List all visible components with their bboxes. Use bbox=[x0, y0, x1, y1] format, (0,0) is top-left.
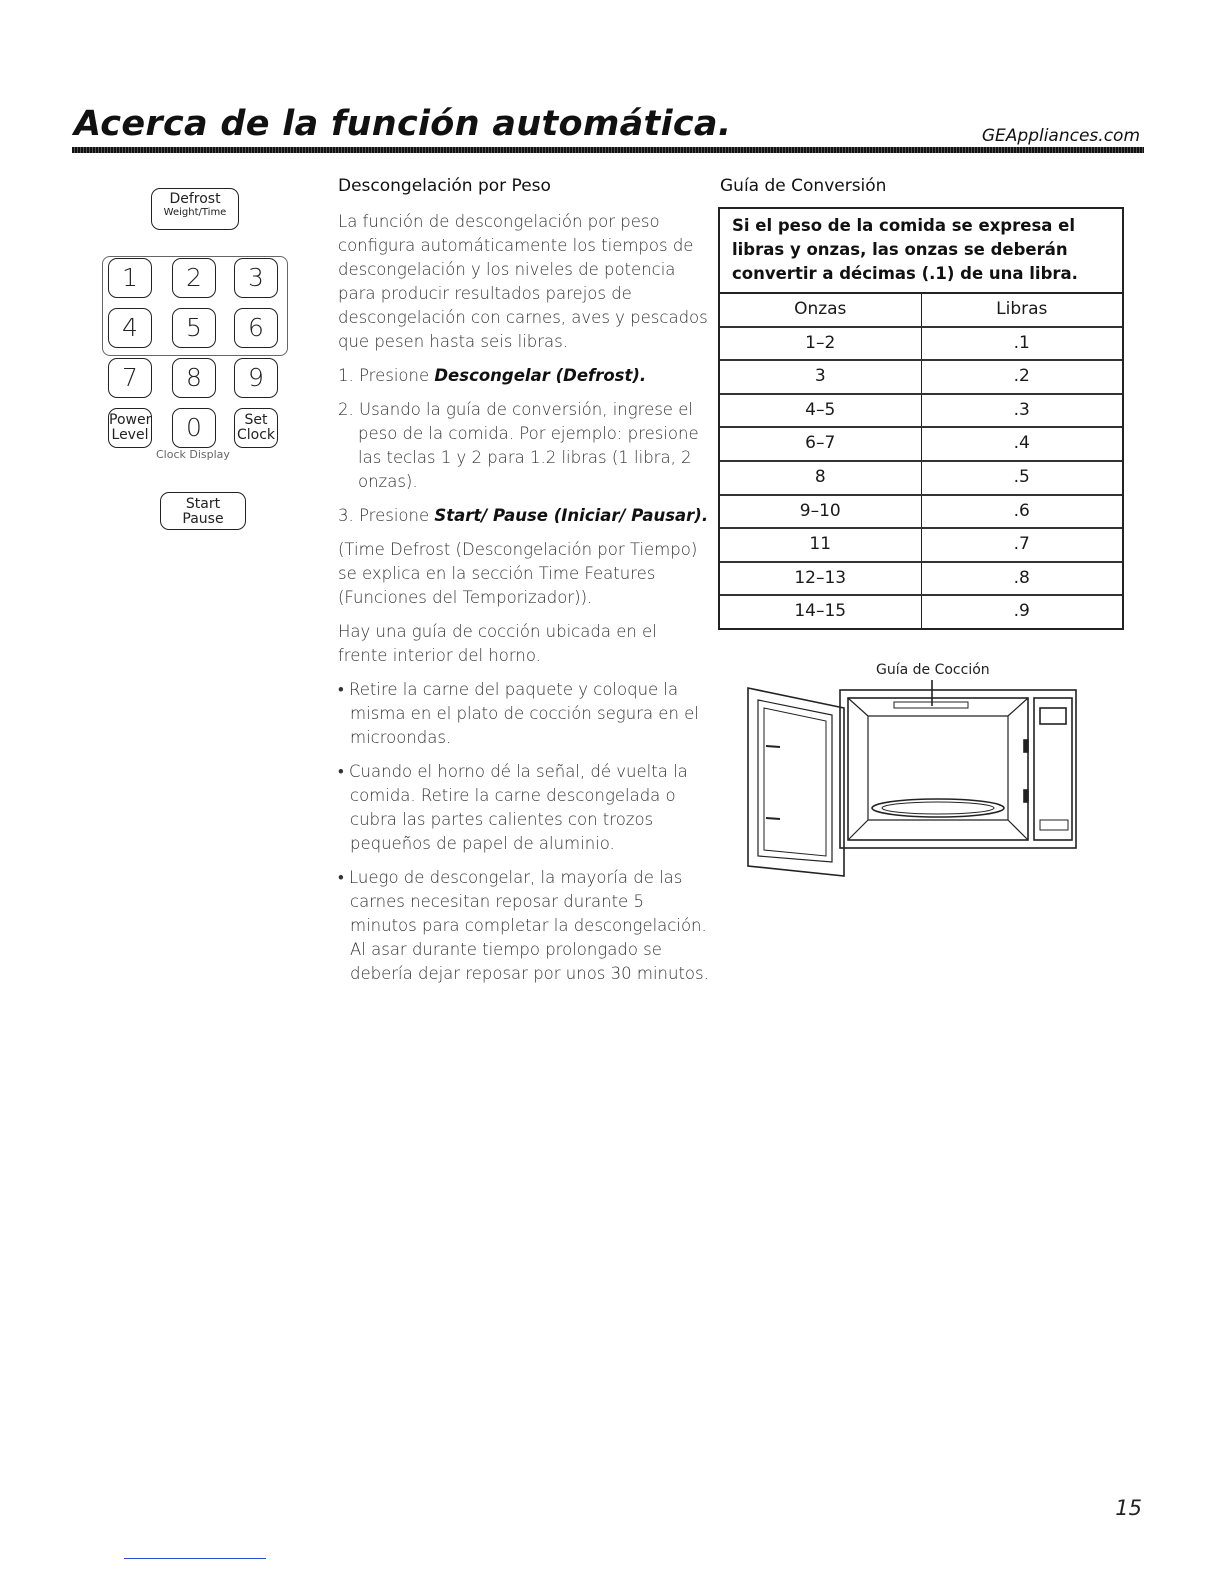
start-key-line2: Pause bbox=[182, 511, 224, 527]
defrost-key bbox=[151, 188, 239, 230]
conversion-table bbox=[718, 207, 1124, 630]
header-pounds: Libras bbox=[996, 299, 1048, 319]
step-3 bbox=[338, 504, 710, 528]
ounces-cell: 8 bbox=[720, 462, 922, 494]
table-row bbox=[720, 462, 1122, 496]
conversion-heading: Guía de Conversión bbox=[720, 176, 887, 196]
figure-caption: Guía de Cocción bbox=[876, 662, 990, 678]
bullet-1-text: Retire la carne del paquete y coloque la misma en el plato de cocción segura en el microondas. bbox=[349, 680, 699, 747]
step-1-key: Descongelar (Defrost). bbox=[434, 366, 647, 385]
table-row bbox=[720, 361, 1122, 395]
key-3: 3 bbox=[234, 258, 278, 298]
key-4: 4 bbox=[108, 308, 152, 348]
step-2: 2. Usando la guía de conversión, ingrese el peso de la comida. Por ejemplo: presione las teclas 1 y 2 para 1.2 libras (1 libra, 2 onzas). bbox=[338, 400, 699, 491]
microwave-illustration bbox=[744, 680, 1080, 880]
key-1: 1 bbox=[108, 258, 152, 298]
bullet-3-text: Luego de descongelar, la mayoría de las carnes necesitan reposar durante 5 minutos para completar la descongelación. Al asar durante tiempo prolongado se debería dejar reposar por unos 30 minutos. bbox=[349, 868, 709, 983]
time-defrost-note: (Time Defrost (Descongelación por Tiempo) se explica en la sección Time Features (Funciones del Temporizador)). bbox=[338, 540, 698, 607]
ounces-cell: 1–2 bbox=[720, 328, 922, 360]
key-2: 2 bbox=[172, 258, 216, 298]
bullet-3: • Luego de descongelar, la mayoría de las carnes necesitan reposar durante 5 minutos para completar la descongelación. Al asar durante tiempo prolongado se debería dejar reposar por unos 30 minutos. bbox=[338, 868, 709, 983]
defrost-heading: Descongelación por Peso bbox=[338, 176, 551, 196]
power-key-line1: Power bbox=[109, 412, 152, 428]
step-3-prefix: 3. Presione bbox=[338, 506, 435, 525]
ounces-cell: 11 bbox=[720, 529, 922, 561]
defrost-key-sublabel: Weight/Time bbox=[163, 207, 227, 218]
microwave-cavity bbox=[848, 698, 1028, 840]
set-clock-line1: Set bbox=[244, 412, 268, 428]
table-row bbox=[720, 328, 1122, 362]
ounces-cell: 12–13 bbox=[720, 563, 922, 595]
power-key-line2: Level bbox=[111, 427, 149, 443]
clock-display-label: Clock Display bbox=[156, 448, 230, 461]
ounces-cell: 14–15 bbox=[720, 596, 922, 628]
defrost-key-label: Defrost bbox=[169, 191, 221, 207]
key-9: 9 bbox=[234, 358, 278, 398]
set-clock-key bbox=[234, 408, 278, 448]
table-row bbox=[720, 428, 1122, 462]
header-ounces: Onzas bbox=[720, 294, 922, 326]
ounces-cell: 9–10 bbox=[720, 496, 922, 528]
pounds-cell: .6 bbox=[1013, 500, 1030, 521]
table-header-row bbox=[720, 294, 1122, 328]
defrost-body bbox=[338, 210, 710, 996]
defrost-intro: La función de descongelación por peso configura automáticamente los tiempos de descongelación y los niveles de potencia para producir resultados parejos de descongelación con carnes, aves y pescados que pesen hasta seis libras. bbox=[338, 212, 708, 351]
conversion-intro: Si el peso de la comida se expresa el libras y onzas, las onzas se deberán convertir a décimas (.1) de una libra. bbox=[720, 209, 1122, 294]
key-6: 6 bbox=[234, 308, 278, 348]
website-label: GEAppliances.com bbox=[981, 126, 1140, 146]
step-3-key: Start/ Pause (Iniciar/ Pausar). bbox=[434, 506, 709, 525]
pounds-cell: .4 bbox=[1013, 433, 1030, 454]
key-0: 0 bbox=[172, 408, 216, 448]
key-7: 7 bbox=[108, 358, 152, 398]
key-8: 8 bbox=[172, 358, 216, 398]
pounds-cell: .5 bbox=[1013, 466, 1030, 487]
ounces-cell: 6–7 bbox=[720, 428, 922, 460]
pounds-cell: .3 bbox=[1013, 399, 1030, 420]
cooking-guide-label bbox=[894, 702, 968, 708]
bullet-2-text: Cuando el horno dé la señal, dé vuelta la comida. Retire la carne descongelada o cubra las partes calientes con trozos pequeños de papel de aluminio. bbox=[349, 762, 688, 853]
guide-note: Hay una guía de cocción ubicada en el frente interior del horno. bbox=[338, 622, 657, 665]
set-clock-line2: Clock bbox=[236, 427, 276, 443]
page-number: 15 bbox=[1115, 1496, 1142, 1520]
table-row bbox=[720, 596, 1122, 628]
table-row bbox=[720, 529, 1122, 563]
page-title: Acerca de la función automática. bbox=[74, 104, 732, 144]
keypad-illustration bbox=[96, 186, 296, 536]
ounces-cell: 4–5 bbox=[720, 395, 922, 427]
table-row bbox=[720, 395, 1122, 429]
pounds-cell: .1 bbox=[1013, 332, 1030, 353]
pounds-cell: .9 bbox=[1013, 601, 1030, 622]
key-5: 5 bbox=[172, 308, 216, 348]
table-row bbox=[720, 496, 1122, 530]
pounds-cell: .8 bbox=[1013, 567, 1030, 588]
start-pause-key bbox=[160, 492, 246, 530]
footer-rule bbox=[124, 1558, 266, 1559]
display-window bbox=[1040, 708, 1066, 724]
bullet-1: • Retire la carne del paquete y coloque la misma en el plato de cocción segura en el microondas. bbox=[338, 680, 699, 747]
pounds-cell: .2 bbox=[1013, 366, 1030, 387]
table-row bbox=[720, 563, 1122, 597]
ounces-cell: 3 bbox=[720, 361, 922, 393]
bullet-2: • Cuando el horno dé la señal, dé vuelta la comida. Retire la carne descongelada o cubra las partes calientes con trozos pequeños de papel de aluminio. bbox=[338, 762, 688, 853]
step-1 bbox=[338, 364, 710, 388]
step-1-prefix: 1. Presione bbox=[338, 366, 435, 385]
microwave-door bbox=[748, 688, 844, 876]
power-level-key bbox=[108, 408, 152, 448]
pounds-cell: .7 bbox=[1013, 534, 1030, 555]
header-rule bbox=[72, 147, 1144, 153]
start-key-line1: Start bbox=[185, 496, 221, 512]
